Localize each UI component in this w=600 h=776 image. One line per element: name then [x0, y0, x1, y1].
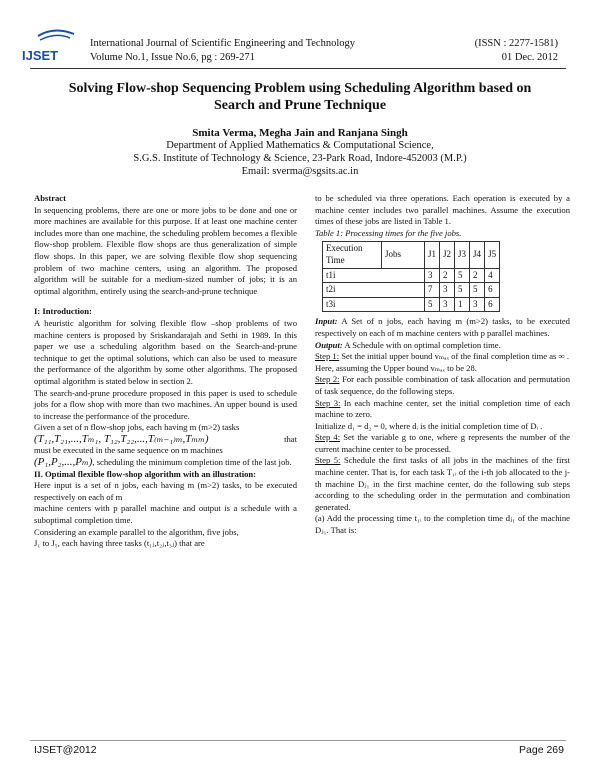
- step4-paragraph: Step 4: Set the variable g to one, where g represents the number of the current machine center to be processed.: [315, 432, 570, 454]
- tasks-equation: (T₁₁,T₂₁,...,Tₘ₁, T₁₂,T₂₂,...,T₍ₘ₋₁₎ₘ,Tₘₘ): [34, 432, 209, 445]
- section2-paragraph-4: J₁ to J₅, each having three tasks (t₁ⱼ,t₂ⱼ,t₃ⱼ) that are: [34, 538, 205, 549]
- step2-paragraph: Step 2: For each possible combination of task allocation and permutation of task sequence, do the following steps.: [315, 374, 570, 396]
- journal-name: International Journal of Scientific Engineering and Technology: [90, 38, 355, 49]
- right-column: [315, 193, 570, 537]
- section2-paragraph-2: machine centers with p parallel machine and output is a schedule with a suboptimal completion time.: [34, 503, 297, 526]
- paper-title: Solving Flow-shop Sequencing Problem using Scheduling Algorithm based on Search and Prune Technique: [68, 81, 532, 113]
- table-cell: 6: [485, 283, 500, 298]
- abstract-text: In sequencing problems, there are one or more jobs to be done and one or more machines are available for this purpose. If at least one machine center includes more than one machine, the scheduling problem becomes a flexible flow-shop problem. Flexible flow shops are thus generalization of simple flow shops. In this paper, we are solving flexible flow shop sequencing problem of two machine centers, using an algorithm. The proposed algorithm will be suitable for a medium-sized number of jobs; it is an optimal algorithm, entirely using the search-and-prune technique: [34, 204, 297, 296]
- table-row-label: t1i: [323, 268, 425, 283]
- table-cell: 3: [440, 297, 455, 312]
- step5-substep-a: (a) Add the processing time t₁ᵢ to the completion time dⱼ₁ of the machine Dⱼ₁. That is:: [315, 513, 570, 536]
- table-header-cell: J3: [455, 242, 470, 268]
- table-header-cell: J2: [440, 242, 455, 268]
- intro-paragraph-3: Given a set of n flow-shop jobs, each having m (m>2) tasks: [34, 422, 240, 433]
- table-header-cell: J1: [425, 242, 440, 268]
- output-paragraph: Output: A Schedule with on optimal completion time.: [315, 339, 501, 350]
- table-cell: 2: [470, 268, 485, 283]
- header-rule: [30, 68, 566, 69]
- table-cell: 5: [455, 268, 470, 283]
- affiliation-inst: S.G.S. Institute of Technology & Science, 23-Park Road, Indore-452003 (M.P.): [133, 153, 467, 164]
- table-cell: 3: [440, 283, 455, 298]
- table-cell: 1: [455, 297, 470, 312]
- section2-heading: II. Optimal flexible flow-shop algorithm with an illustration:: [34, 468, 257, 479]
- section2-paragraph-3: Considering an example parallel to the algorithm, five jobs,: [34, 526, 239, 537]
- section2-paragraph-1: Here input is a set of n jobs, each having m (m>2) tasks, to be executed respectively on each of m: [34, 480, 297, 502]
- volume-info: Volume No.1, Issue No.6, pg : 269-271: [90, 52, 255, 63]
- table-cell: 6: [485, 297, 500, 312]
- table-cell: 2: [440, 268, 455, 283]
- table-cell: 5: [470, 283, 485, 298]
- intro-paragraph-2: The search-and-prune procedure proposed in this paper is used to schedule jobs for a flow shop with more than two machines. An upper bound is used to increase the performance of the procedure.: [34, 387, 297, 421]
- authors: Smita Verma, Megha Jain and Ranjana Singh: [192, 127, 408, 139]
- table-row: [323, 297, 500, 312]
- table-header-cell: J4: [470, 242, 485, 268]
- table-cell: 3: [425, 268, 440, 283]
- step1-bound: Here, assuming the Upper bound vₘₐₓ to be 28.: [315, 362, 477, 373]
- right-paragraph-1: to be scheduled via three operations. Each operation is executed by a machine center includes two parallel machines. Assume the execution times of these jobs are listed in Table 1.: [315, 193, 570, 227]
- table-header-row: [323, 242, 500, 268]
- tasks-equation-line: (T₁₁,T₂₁,...,Tₘ₁, T₁₂,T₂₂,...,T₍ₘ₋₁₎ₘ,Tₘₘ) that: [34, 432, 297, 445]
- footer-rule: [30, 740, 566, 741]
- table-header-cell: Execution Time: [323, 242, 382, 268]
- table-header-cell: J5: [485, 242, 500, 268]
- intro-paragraph-3b: must be executed in the same sequence on m machines: [34, 445, 223, 456]
- step5-paragraph: Step 5: Schedule the first tasks of all jobs in the machines of the first machine center. That is, for each task T₁ᵢ of the i-th job allocated to the j-th machine Dⱼ₁ in the first machine center, do the following sub steps according to the scheduling order in the permutation and combination generated.: [315, 455, 570, 512]
- table-header-cell: Jobs: [382, 242, 425, 268]
- footer-copyright: IJSET@2012: [34, 744, 97, 756]
- processing-times-table: [322, 241, 500, 312]
- step3-paragraph: Step 3: In each machine center, set the initial completion time of each machine to zero.: [315, 397, 570, 420]
- journal-logo: [18, 26, 84, 64]
- table-cell: 7: [425, 283, 440, 298]
- affiliation-dept: Department of Applied Mathematics & Computational Science,: [166, 140, 434, 151]
- table-cell: 5: [425, 297, 440, 312]
- logo-text: IJSET: [22, 48, 59, 63]
- table-caption: Table 1: Processing times for the five jobs.: [315, 227, 462, 238]
- abstract-heading: Abstract: [34, 193, 66, 203]
- input-paragraph: Input: A Set of n jobs, each having m (m>2) tasks, to be executed respectively on each of m machine centers with p parallel machines.: [315, 316, 570, 338]
- table-cell: 5: [455, 283, 470, 298]
- table-row-label: t3i: [323, 297, 425, 312]
- table-cell: 3: [470, 297, 485, 312]
- table-row: [323, 268, 500, 283]
- page-number: Page 269: [519, 744, 564, 756]
- intro-heading: I: Introduction:: [34, 306, 92, 317]
- step3-init: Initialize d₁ = d₂ = 0, where dᵢ is the initial completion time of Dᵢ .: [315, 420, 543, 431]
- table-row-label: t2i: [323, 283, 425, 298]
- left-column: [34, 193, 297, 550]
- machines-equation-line: (P₁,P₂,...,Pₘ), scheduling the minimum completion time of the last job.: [34, 456, 292, 469]
- intro-paragraph-1: A heuristic algorithm for solving flexible flow –shop problems of two machine centers is proposed by Sriskandarajah and Sethi in 1989. In this paper we use a scheduling algorithm based on the Search-and-prune technique to get the optimal solutions, which can also be used to measure the performance of the algorithm by some other algorithms. The proposed optimal algorithm is stated below in section 2.: [34, 317, 297, 386]
- table-cell: 4: [485, 268, 500, 283]
- affiliation-email: Email: sverma@sgsits.ac.in: [241, 166, 359, 177]
- issn: (ISSN : 2277-1581): [474, 38, 558, 49]
- step1-paragraph: Step 1: Set the initial upper bound vₘₐₓ of the final completion time as ∞ .: [315, 351, 569, 362]
- issue-date: 01 Dec. 2012: [501, 52, 558, 63]
- table-row: [323, 283, 500, 298]
